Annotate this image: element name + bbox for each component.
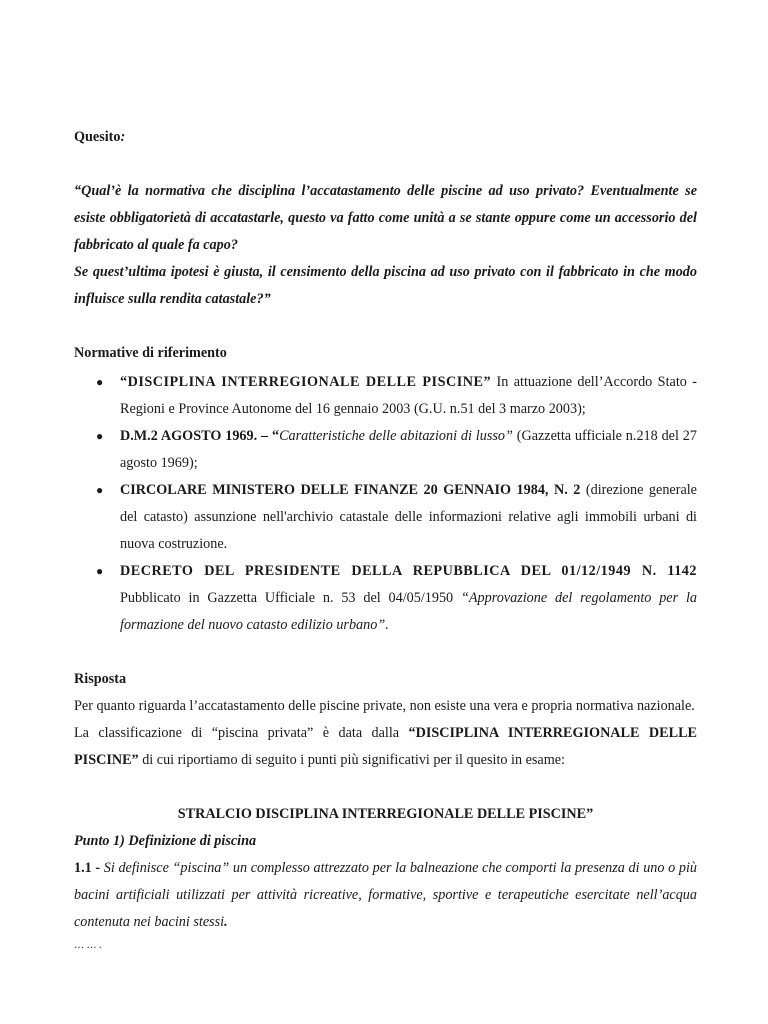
list-item: ● “DISCIPLINA INTERREGIONALE DELLE PISCINE” In attuazione dell’Accordo Stato - Regioni e Province Autonome del 16 gennaio 2003 (G.U. n.51 del 3 marzo 2003); (74, 369, 697, 423)
quesito-line-2: Se quest’ultima ipotesi è giusta, il censimento della piscina ad uso privato con il fabbricato in che modo influisce sulla rendita catastale?” (74, 264, 697, 307)
bullet-icon: ● (96, 564, 104, 578)
definizione-paragraph: 1.1 - Si definisce “piscina” un complesso attrezzato per la balneazione che comporti la presenza di uno o più bacini artificiali utilizzati per attività ricreative, formative, sportive e terapeutiche esercitate nell’acqua contenuta nei bacini stessi. (74, 860, 697, 930)
list-item: ● DECRETO DEL PRESIDENTE DELLA REPUBBLICA DEL 01/12/1949 N. 1142 Pubblicato in Gazzetta Ufficiale n. 53 del 04/05/1950 “Approvazione del regolamento per la formazione del nuovo catasto edilizio urbano”. (74, 558, 697, 639)
bullet-icon: ● (96, 483, 104, 497)
bullet-icon: ● (96, 429, 104, 443)
bullet-icon: ● (96, 375, 104, 389)
normative-list (74, 369, 697, 639)
list-item: ● D.M.2 AGOSTO 1969. – “Caratteristiche delle abitazioni di lusso” (Gazzetta ufficiale n.218 del 27 agosto 1969); (74, 423, 697, 477)
risposta-paragraph-1: Per quanto riguarda l’accatastamento delle piscine private, non esiste una vera e propria normativa nazionale. (74, 698, 695, 714)
document-body (74, 124, 697, 956)
normative-heading: Normative di riferimento (74, 345, 227, 361)
list-item: ● CIRCOLARE MINISTERO DELLE FINANZE 20 GENNAIO 1984, N. 2 (direzione generale del catasto) assunzione nell'archivio catastale delle informazioni relative agli immobili urbani di nuova costruzione. (74, 477, 697, 558)
quesito-heading: Quesito: (74, 129, 126, 145)
quesito-text (74, 178, 697, 313)
quesito-line-1: “Qual’è la normativa che disciplina l’accatastamento delle piscine ad uso privato? Eventualmente se esiste obbligatorietà di accatastarle, questo va fatto come unità a se stante oppure come un accessorio del fabbricato al quale fa capo? (74, 183, 697, 253)
stralcio-title: STRALCIO DISCIPLINA INTERREGIONALE DELLE PISCINE” (177, 806, 594, 822)
risposta-paragraph-2: La classificazione di “piscina privata” è data dalla “DISCIPLINA INTERREGIONALE DELLE PISCINE” di cui riportiamo di seguito i punti più significativi per il quesito in esame: (74, 725, 697, 768)
ellipsis: … … . (74, 940, 102, 951)
punto-heading: Punto 1) Definizione di piscina (74, 833, 257, 849)
risposta-heading: Risposta (74, 671, 127, 687)
